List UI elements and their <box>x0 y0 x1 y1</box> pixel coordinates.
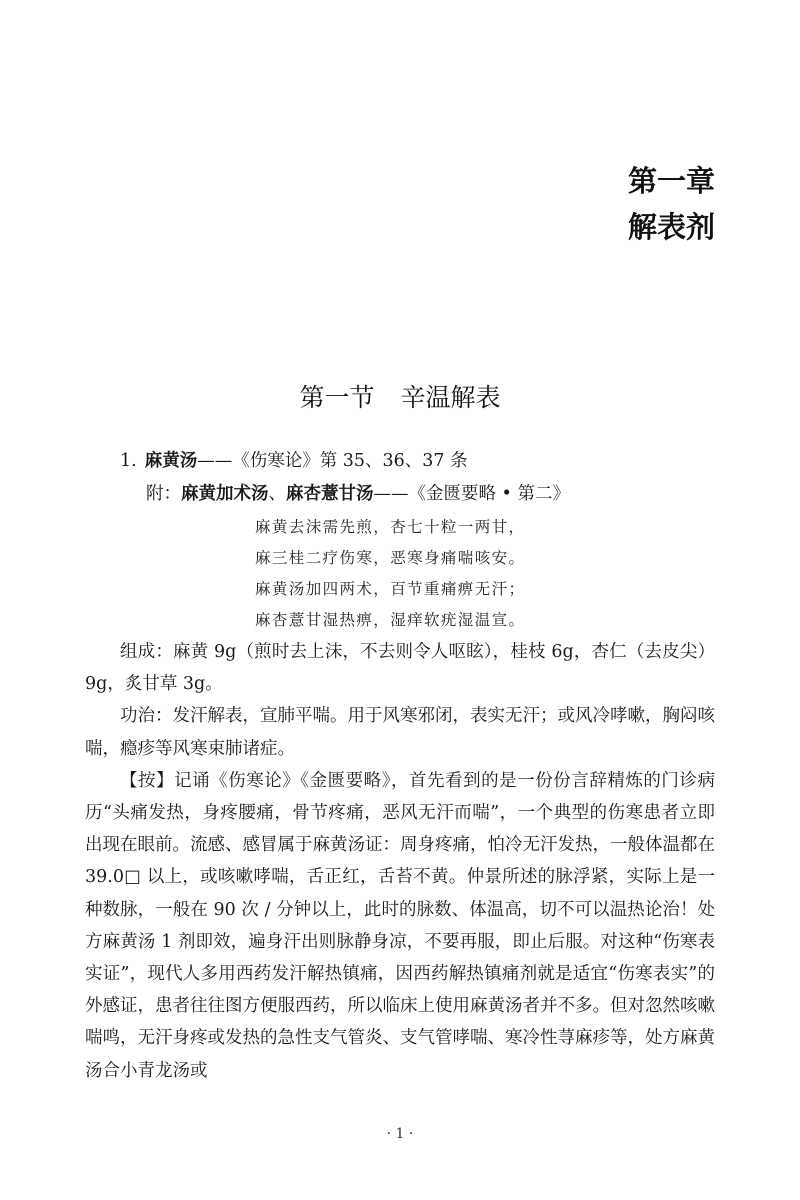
verse-line: 麻杏薏甘湿热痹，湿痒软疣湿温宣。 <box>255 611 526 629</box>
body-text <box>85 636 715 1087</box>
chapter-title: 解表剂 <box>627 210 715 244</box>
commentary-paragraph: 【按】记诵《伤寒论》《金匮要略》，首先看到的是一份份言辞精炼的门诊病历“头痛发热，身疼腰痛，骨节疼痛，恶风无汗而喘”，一个典型的伤寒患者立即出现在眼前。流感、感冒属于麻黄汤证：周身疼痛，怕冷无汗发热，一般体温都在 39.0□ 以上，或咳嗽哮喘，舌正红，舌苔不黄。仲景所述的脉浮紧，实际上是一种数脉，一般在 90 次 / 分钟以上，此时的脉数、体温高，切不可以温热论治！处方麻黄汤 1 剂即效，遍身汗出则脉静身凉，不要再服，即止后服。对这种“伤寒表实证”，现代人多用西药发汗解热镇痛，因西药解热镇痛剂就是适宜“伤寒表实”的外感证，患者往往图方便服西药，所以临床上使用麻黄汤者并不多。但对忽然咳嗽喘鸣，无汗身疼或发热的急性支气管炎、支气管哮喘、寒冷性荨麻疹等，处方麻黄汤合小青龙汤或 <box>85 770 715 1081</box>
composition-paragraph: 组成：麻黄 9g（煎时去上沫，不去则令人呕眩），桂枝 6g，杏仁（去皮尖）9g，炙甘草 3g。 <box>85 642 715 695</box>
chapter-number: 第一章 <box>627 164 715 198</box>
formula-name: 麻黄汤 <box>144 451 198 471</box>
appendix-prefix: 附： <box>146 484 181 504</box>
verse-line: 麻黄汤加四两术，百节重痛痹无汗； <box>255 580 526 598</box>
section-title: 辛温解表 <box>400 383 501 412</box>
mnemonic-verse <box>255 512 525 636</box>
page-number: · 1 · <box>386 1126 414 1142</box>
indications-paragraph: 功治：发汗解表，宣肺平喘。用于风寒邪闭，表实无汗；或风冷哮嗽，胸闷咳喘，瘾疹等风寒束肺诸症。 <box>85 706 715 759</box>
verse-line: 麻黄去沫需先煎，杏七十粒一两甘， <box>255 518 526 536</box>
appendix-source: ——《金匮要略 • 第二》 <box>373 484 570 504</box>
verse-line: 麻三桂二疗伤寒，恶寒身痛喘咳安。 <box>255 549 526 567</box>
section-number: 第一节 <box>299 383 375 412</box>
chapter-heading <box>628 158 715 250</box>
section-heading <box>0 380 800 416</box>
appendix-formula-2: 麻杏薏甘汤 <box>286 484 374 504</box>
appendix-separator: 、 <box>268 484 286 504</box>
formula-entry <box>120 448 468 474</box>
formula-source: ——《伤寒论》第 35、36、37 条 <box>197 451 468 471</box>
appendix-line <box>146 481 570 507</box>
appendix-formula-1: 麻黄加术汤 <box>181 484 269 504</box>
entry-number: 1. <box>120 451 137 471</box>
